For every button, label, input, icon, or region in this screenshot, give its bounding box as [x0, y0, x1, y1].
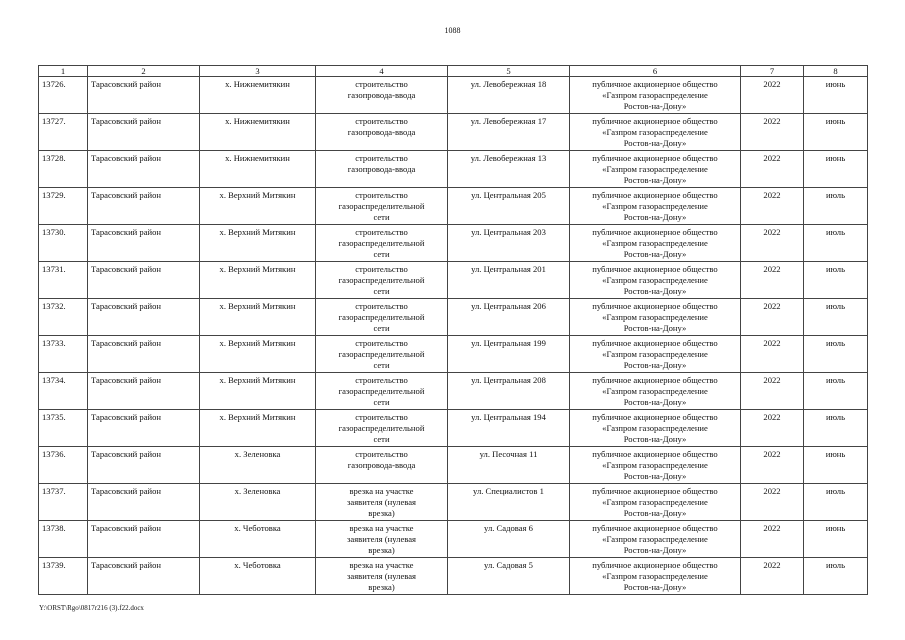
- year-cell: 2022: [741, 558, 804, 595]
- organization-line: Ростов-на-Дону»: [623, 286, 687, 296]
- work-type-line: строительство: [355, 153, 408, 163]
- column-header: 4: [316, 66, 448, 77]
- work-type-cell: [316, 447, 448, 484]
- settlement-cell: х. Чеботовка: [200, 558, 316, 595]
- row-number-cell: 13738.: [39, 521, 88, 558]
- work-type-line: сети: [373, 212, 390, 222]
- address-cell: ул. Садовая 5: [448, 558, 570, 595]
- year-cell: 2022: [741, 151, 804, 188]
- settlement-cell: х. Верхний Митякин: [200, 299, 316, 336]
- organization-cell: [570, 188, 741, 225]
- organization-line: публичное акционерное общество: [592, 301, 718, 311]
- settlement-cell: х. Верхний Митякин: [200, 262, 316, 299]
- organization-line: Ростов-на-Дону»: [623, 323, 687, 333]
- organization-line: Ростов-на-Дону»: [623, 508, 687, 518]
- settlement-cell: х. Нижнемитякин: [200, 151, 316, 188]
- address-cell: ул. Центральная 194: [448, 410, 570, 447]
- month-cell: июль: [804, 373, 868, 410]
- work-type-line: строительство: [355, 116, 408, 126]
- settlement-cell: х. Верхний Митякин: [200, 373, 316, 410]
- month-cell: июнь: [804, 447, 868, 484]
- work-type-line: сети: [373, 434, 390, 444]
- work-type-line: газораспределительной: [338, 275, 425, 285]
- row-number-cell: 13728.: [39, 151, 88, 188]
- table-row: [39, 447, 868, 484]
- work-type-line: заявителя (нулевая: [347, 571, 416, 581]
- month-cell: июль: [804, 336, 868, 373]
- work-type-line: газораспределительной: [338, 423, 425, 433]
- column-header: 1: [39, 66, 88, 77]
- district-cell: Тарасовский район: [88, 521, 200, 558]
- work-type-line: строительство: [355, 79, 408, 89]
- year-cell: 2022: [741, 447, 804, 484]
- row-number-cell: 13730.: [39, 225, 88, 262]
- organization-line: «Газпром газораспределение: [602, 164, 708, 174]
- year-cell: 2022: [741, 410, 804, 447]
- organization-line: Ростов-на-Дону»: [623, 101, 687, 111]
- column-header: 5: [448, 66, 570, 77]
- district-cell: Тарасовский район: [88, 188, 200, 225]
- address-cell: ул. Левобережная 17: [448, 114, 570, 151]
- address-cell: ул. Центральная 206: [448, 299, 570, 336]
- settlement-cell: х. Верхний Митякин: [200, 225, 316, 262]
- address-cell: ул. Центральная 201: [448, 262, 570, 299]
- row-number-cell: 13739.: [39, 558, 88, 595]
- work-type-line: сети: [373, 286, 390, 296]
- settlement-cell: х. Чеботовка: [200, 521, 316, 558]
- organization-line: публичное акционерное общество: [592, 338, 718, 348]
- organization-line: публичное акционерное общество: [592, 449, 718, 459]
- work-type-line: врезка на участке: [349, 560, 414, 570]
- table-row: [39, 299, 868, 336]
- work-type-line: газопровода-ввода: [347, 90, 416, 100]
- organization-line: «Газпром газораспределение: [602, 90, 708, 100]
- table-row: [39, 521, 868, 558]
- district-cell: Тарасовский район: [88, 336, 200, 373]
- settlement-cell: х. Нижнемитякин: [200, 114, 316, 151]
- work-type-cell: [316, 336, 448, 373]
- organization-line: публичное акционерное общество: [592, 264, 718, 274]
- row-number-cell: 13731.: [39, 262, 88, 299]
- work-type-line: врезка на участке: [349, 486, 414, 496]
- month-cell: июль: [804, 262, 868, 299]
- organization-line: «Газпром газораспределение: [602, 423, 708, 433]
- month-cell: июнь: [804, 521, 868, 558]
- organization-line: публичное акционерное общество: [592, 412, 718, 422]
- organization-line: публичное акционерное общество: [592, 79, 718, 89]
- organization-line: Ростов-на-Дону»: [623, 545, 687, 555]
- work-type-cell: [316, 188, 448, 225]
- organization-line: публичное акционерное общество: [592, 190, 718, 200]
- district-cell: Тарасовский район: [88, 225, 200, 262]
- table-row: [39, 558, 868, 595]
- year-cell: 2022: [741, 114, 804, 151]
- work-type-line: строительство: [355, 301, 408, 311]
- month-cell: июль: [804, 299, 868, 336]
- organization-line: Ростов-на-Дону»: [623, 397, 687, 407]
- organization-line: Ростов-на-Дону»: [623, 175, 687, 185]
- organization-line: «Газпром газораспределение: [602, 349, 708, 359]
- settlement-cell: х. Зеленовка: [200, 447, 316, 484]
- address-cell: ул. Садовая 6: [448, 521, 570, 558]
- organization-line: «Газпром газораспределение: [602, 127, 708, 137]
- organization-cell: [570, 373, 741, 410]
- month-cell: июнь: [804, 151, 868, 188]
- address-cell: ул. Левобережная 18: [448, 77, 570, 114]
- row-number-cell: 13726.: [39, 77, 88, 114]
- work-type-line: врезка на участке: [349, 523, 414, 533]
- year-cell: 2022: [741, 225, 804, 262]
- work-type-line: сети: [373, 360, 390, 370]
- row-number-cell: 13736.: [39, 447, 88, 484]
- work-type-line: врезка): [368, 545, 395, 555]
- organization-cell: [570, 114, 741, 151]
- table-row: [39, 373, 868, 410]
- organization-line: Ростов-на-Дону»: [623, 582, 687, 592]
- organization-line: публичное акционерное общество: [592, 486, 718, 496]
- address-cell: ул. Центральная 208: [448, 373, 570, 410]
- organization-line: «Газпром газораспределение: [602, 312, 708, 322]
- month-cell: июль: [804, 484, 868, 521]
- work-type-cell: [316, 262, 448, 299]
- column-header: 7: [741, 66, 804, 77]
- year-cell: 2022: [741, 521, 804, 558]
- work-type-cell: [316, 299, 448, 336]
- work-type-cell: [316, 77, 448, 114]
- organization-line: Ростов-на-Дону»: [623, 471, 687, 481]
- work-type-line: газораспределительной: [338, 312, 425, 322]
- organization-line: публичное акционерное общество: [592, 560, 718, 570]
- year-cell: 2022: [741, 299, 804, 336]
- district-cell: Тарасовский район: [88, 262, 200, 299]
- month-cell: июль: [804, 410, 868, 447]
- address-cell: ул. Центральная 205: [448, 188, 570, 225]
- settlement-cell: х. Зеленовка: [200, 484, 316, 521]
- district-cell: Тарасовский район: [88, 77, 200, 114]
- organization-cell: [570, 225, 741, 262]
- district-cell: Тарасовский район: [88, 114, 200, 151]
- organization-line: «Газпром газораспределение: [602, 497, 708, 507]
- work-type-line: врезка): [368, 508, 395, 518]
- row-number-cell: 13737.: [39, 484, 88, 521]
- organization-line: «Газпром газораспределение: [602, 534, 708, 544]
- organization-cell: [570, 262, 741, 299]
- organization-line: Ростов-на-Дону»: [623, 249, 687, 259]
- district-cell: Тарасовский район: [88, 558, 200, 595]
- work-type-cell: [316, 151, 448, 188]
- month-cell: июль: [804, 188, 868, 225]
- row-number-cell: 13733.: [39, 336, 88, 373]
- work-type-cell: [316, 225, 448, 262]
- address-cell: ул. Левобережная 13: [448, 151, 570, 188]
- work-type-cell: [316, 558, 448, 595]
- table-row: [39, 151, 868, 188]
- work-type-cell: [316, 114, 448, 151]
- address-cell: ул. Центральная 203: [448, 225, 570, 262]
- file-path-footer: Y:\ORST\Rgo\0817r216 (3).f22.docx: [39, 604, 144, 612]
- table-row: [39, 77, 868, 114]
- column-header: 2: [88, 66, 200, 77]
- work-type-cell: [316, 484, 448, 521]
- organization-line: Ростов-на-Дону»: [623, 360, 687, 370]
- table-row: [39, 114, 868, 151]
- organization-cell: [570, 447, 741, 484]
- organization-line: «Газпром газораспределение: [602, 386, 708, 396]
- month-cell: июль: [804, 558, 868, 595]
- organization-cell: [570, 299, 741, 336]
- district-cell: Тарасовский район: [88, 410, 200, 447]
- organization-cell: [570, 484, 741, 521]
- district-cell: Тарасовский район: [88, 299, 200, 336]
- organization-line: публичное акционерное общество: [592, 116, 718, 126]
- settlement-cell: х. Нижнемитякин: [200, 77, 316, 114]
- organization-line: «Газпром газораспределение: [602, 275, 708, 285]
- month-cell: июнь: [804, 77, 868, 114]
- table-row: [39, 225, 868, 262]
- work-type-line: газораспределительной: [338, 238, 425, 248]
- organization-line: «Газпром газораспределение: [602, 238, 708, 248]
- settlement-cell: х. Верхний Митякин: [200, 336, 316, 373]
- organization-line: «Газпром газораспределение: [602, 201, 708, 211]
- address-cell: ул. Песочная 11: [448, 447, 570, 484]
- column-header: 6: [570, 66, 741, 77]
- table-row: [39, 262, 868, 299]
- organization-line: публичное акционерное общество: [592, 227, 718, 237]
- table-header-row: [39, 66, 868, 77]
- organization-line: публичное акционерное общество: [592, 375, 718, 385]
- organization-line: Ростов-на-Дону»: [623, 434, 687, 444]
- column-header: 3: [200, 66, 316, 77]
- work-type-cell: [316, 373, 448, 410]
- settlement-cell: х. Верхний Митякин: [200, 188, 316, 225]
- row-number-cell: 13735.: [39, 410, 88, 447]
- work-type-line: строительство: [355, 264, 408, 274]
- work-type-line: строительство: [355, 338, 408, 348]
- address-cell: ул. Центральная 199: [448, 336, 570, 373]
- work-type-line: газопровода-ввода: [347, 127, 416, 137]
- organization-cell: [570, 77, 741, 114]
- work-type-line: врезка): [368, 582, 395, 592]
- row-number-cell: 13732.: [39, 299, 88, 336]
- organization-line: публичное акционерное общество: [592, 523, 718, 533]
- year-cell: 2022: [741, 373, 804, 410]
- organization-cell: [570, 410, 741, 447]
- table-row: [39, 188, 868, 225]
- work-type-cell: [316, 410, 448, 447]
- work-type-cell: [316, 521, 448, 558]
- work-type-line: заявителя (нулевая: [347, 497, 416, 507]
- work-type-line: сети: [373, 323, 390, 333]
- district-cell: Тарасовский район: [88, 151, 200, 188]
- table-row: [39, 410, 868, 447]
- work-type-line: заявителя (нулевая: [347, 534, 416, 544]
- organization-line: «Газпром газораспределение: [602, 460, 708, 470]
- work-type-line: строительство: [355, 375, 408, 385]
- works-table: [38, 65, 868, 595]
- year-cell: 2022: [741, 336, 804, 373]
- organization-cell: [570, 558, 741, 595]
- page-number: 1088: [444, 26, 461, 35]
- work-type-line: строительство: [355, 190, 408, 200]
- year-cell: 2022: [741, 262, 804, 299]
- district-cell: Тарасовский район: [88, 373, 200, 410]
- settlement-cell: х. Верхний Митякин: [200, 410, 316, 447]
- month-cell: июнь: [804, 114, 868, 151]
- work-type-line: строительство: [355, 412, 408, 422]
- work-type-line: строительство: [355, 449, 408, 459]
- work-type-line: газораспределительной: [338, 386, 425, 396]
- work-type-line: газопровода-ввода: [347, 164, 416, 174]
- district-cell: Тарасовский район: [88, 484, 200, 521]
- row-number-cell: 13727.: [39, 114, 88, 151]
- work-type-line: газопровода-ввода: [347, 460, 416, 470]
- work-type-line: строительство: [355, 227, 408, 237]
- month-cell: июль: [804, 225, 868, 262]
- work-type-line: сети: [373, 397, 390, 407]
- work-type-line: газораспределительной: [338, 349, 425, 359]
- year-cell: 2022: [741, 484, 804, 521]
- organization-line: Ростов-на-Дону»: [623, 138, 687, 148]
- district-cell: Тарасовский район: [88, 447, 200, 484]
- table-row: [39, 484, 868, 521]
- row-number-cell: 13734.: [39, 373, 88, 410]
- organization-line: Ростов-на-Дону»: [623, 212, 687, 222]
- work-type-line: газораспределительной: [338, 201, 425, 211]
- organization-cell: [570, 336, 741, 373]
- year-cell: 2022: [741, 77, 804, 114]
- work-type-line: сети: [373, 249, 390, 259]
- column-header: 8: [804, 66, 868, 77]
- organization-line: публичное акционерное общество: [592, 153, 718, 163]
- year-cell: 2022: [741, 188, 804, 225]
- organization-cell: [570, 521, 741, 558]
- organization-cell: [570, 151, 741, 188]
- row-number-cell: 13729.: [39, 188, 88, 225]
- organization-line: «Газпром газораспределение: [602, 571, 708, 581]
- address-cell: ул. Специалистов 1: [448, 484, 570, 521]
- table-row: [39, 336, 868, 373]
